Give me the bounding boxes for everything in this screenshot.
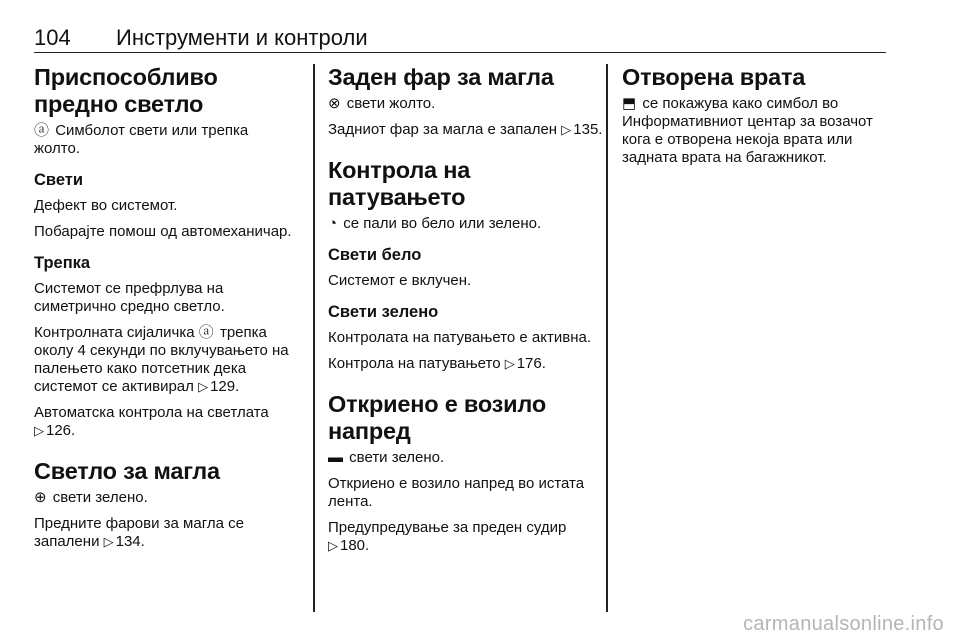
paragraph: Системот е вклучен. [328,272,472,289]
heading-rear-fog-light: Заден фар за магла [328,64,554,90]
page-ref-link[interactable]: 176. [516,355,546,372]
paragraph: Предупредување за преден судир ▷ 180. [328,519,567,554]
page-ref-link[interactable]: 126. [46,422,76,439]
heading-adaptive-light: Приспособливо предно светло [34,64,218,117]
paragraph: Контролата на патувањето е активна. [328,329,592,346]
rear-fog-light-icon: ⊗ [328,95,341,112]
paragraph: ◔ се пали во бело или зелено. [328,215,542,232]
page-ref-arrow-icon: ▷ [103,534,114,549]
paragraph: Системот се префрлува на симетрично средно светло. [34,280,225,315]
paragraph: ⬒ се покажува како симбол во Информативниот центар за возачот кога е отворена некоја врата или задната врата на багажникот. [622,95,873,166]
paragraph: ⊕ свети зелено. [34,489,148,506]
paragraph: Автоматска контрола на светлата ▷ 126. [34,404,269,439]
heading-fog-light: Светло за магла [34,458,220,484]
watermark: carmanualsonline.info [743,613,944,635]
page-ref-link[interactable]: 134. [115,533,145,550]
adaptive-light-icon: ⓐ [34,122,50,139]
paragraph: Контролната сијаличка ⓐ трепка околу 4 секунди по вклучувањето на палењето како потсетник дека системот се активирал ▷ 129. [34,324,289,395]
page-ref-arrow-icon: ▷ [328,538,338,553]
paragraph: Предните фарови за магла се запалени ▷ 134. [34,515,244,550]
paragraph: ⊗ свети жолто. [328,95,436,112]
paragraph: ⓐ Симболот свети или трепка жолто. [34,122,249,157]
heading-open-door: Отворена врата [622,64,806,90]
column-divider [313,64,315,612]
heading-vehicle-detected: Откриено е возило напред [328,391,546,444]
page-number: 104 [34,25,71,50]
section-title: Инструменти и контроли [116,25,368,50]
subheading-trepka: Трепка [34,254,91,272]
paragraph: Контрола на патувањето ▷ 176. [328,355,546,372]
subheading-sveti: Свети [34,171,84,189]
open-door-icon: ⬒ [622,95,637,112]
subheading-white: Свети бело [328,246,422,264]
column-3 [622,64,884,175]
paragraph: ▬ свети зелено. [328,449,445,466]
front-fog-light-icon: ⊕ [34,489,47,506]
paragraph: Задниот фар за магла е запален ▷ 135. [328,121,603,138]
subheading-green: Свети зелено [328,303,439,321]
adaptive-light-icon: ⓐ [198,324,214,341]
page-ref-arrow-icon: ▷ [34,423,44,438]
column-2 [328,64,604,563]
page-ref-arrow-icon: ▷ [504,356,515,371]
paragraph: Откриено е возило напред во истата лента. [328,475,585,510]
column-1 [34,64,296,559]
page-header [34,26,886,53]
heading-cruise-control: Контрола на патувањето [328,157,471,210]
page-ref-arrow-icon: ▷ [198,379,209,394]
paragraph: Дефект во системот. [34,197,178,214]
paragraph: Побарајте помош од автомеханичар. [34,223,292,240]
page-ref-arrow-icon: ▷ [561,122,572,137]
page-ref-link[interactable]: 129. [210,378,240,395]
cruise-control-icon: ◔ [328,215,338,232]
vehicle-ahead-icon: ▬ [328,449,343,466]
page-ref-link[interactable]: 135. [573,121,603,138]
page-ref-link[interactable]: 180. [340,537,370,554]
column-divider [606,64,608,612]
